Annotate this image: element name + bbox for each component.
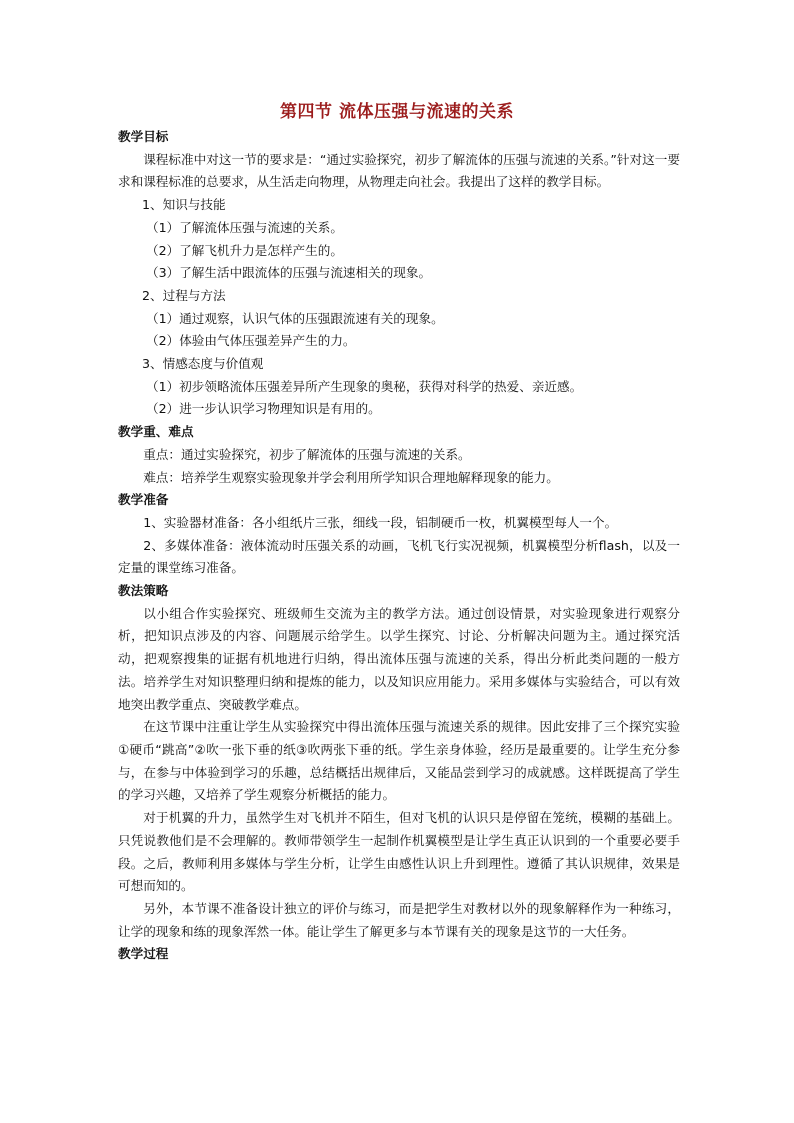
goal-knowledge-2: （2）了解飞机升力是怎样产生的。 [146, 242, 343, 258]
section-heading-key-points: 教学重、难点 [118, 424, 194, 440]
strategy-paragraph-2: 在这节课中注重让学生从实验探究中得出流体压强与流速关系的规律。因此安排了三个探究实验①硬币“跳高”②吹一张下垂的纸③吹两张下垂的纸。学生亲身体验，经历是最重要的。让学生充分参与，在参与中体验到学习的乐趣，总结概括出规律后，又能品尝到学习的成就感。这样既提高了学生的学习兴趣，又培养了学生观察分析概括的能力。 [118, 719, 680, 803]
section-heading-process: 教学过程 [118, 946, 169, 962]
prep-equipment: 1、实验器材准备：各小组纸片三张，细线一段，铝制硬币一枚，机翼模型每人一个。 [143, 514, 618, 530]
strategy-paragraph-4: 另外，本节课不准备设计独立的评价与练习，而是把学生对教材以外的现象解释作为一种练习，让学的现象和练的现象浑然一体。能让学生了解更多与本节课有关的现象是这节的一大任务。 [118, 900, 680, 939]
goal-attitude: 3、情感态度与价值观 [142, 356, 264, 372]
goal-process: 2、过程与方法 [142, 287, 226, 303]
goal-attitude-1: （1）初步领略流体压强差异所产生现象的奥秘，获得对科学的热爱、亲近感。 [146, 378, 583, 394]
prep-multimedia: 2、多媒体准备：液体流动时压强关系的动画，飞机飞行实况视频，机翼模型分析flash，以及一定量的课堂练习准备。 [118, 537, 680, 576]
section-heading-preparation: 教学准备 [118, 492, 169, 508]
strategy-paragraph-3: 对于机翼的升力，虽然学生对飞机并不陌生，但对飞机的认识只是停留在笼统，模糊的基础上。只凭说教他们是不会理解的。教师带领学生一起制作机翼模型是让学生真正认识到的一个重要必要手段。之后，教师利用多媒体与学生分析，让学生由感性认识上升到理性。遵循了其认识规律，效果是可想而知的。 [118, 810, 680, 894]
goal-knowledge-1: （1）了解流体压强与流速的关系。 [146, 219, 343, 235]
goals-intro: 课程标准中对这一节的要求是：“通过实验探究，初步了解流体的压强与流速的关系。”针对这一要求和课程标准的总要求，从生活走向物理，从物理走向社会。我提出了这样的教学目标。 [118, 151, 680, 190]
goal-knowledge: 1、知识与技能 [142, 197, 226, 213]
section-heading-goals: 教学目标 [118, 129, 169, 144]
strategy-paragraph-1: 以小组合作实验探究、班级师生交流为主的教学方法。通过创设情景，对实验现象进行观察分析，把知识点涉及的内容、问题展示给学生。以学生探究、讨论、分析解决问题为主。通过探究活动，把观察搜集的证据有机地进行归纳，得出流体压强与流速的关系，得出分析此类问题的一般方法。培养学生对知识整理归纳和提炼的能力，以及知识应用能力。采用多媒体与实验结合，可以有效地突出教学重点、突破教学难点。 [118, 605, 680, 712]
goal-knowledge-3: （3）了解生活中跟流体的压强与流速相关的现象。 [146, 265, 432, 281]
goal-process-2: （2）体验由气体压强差异产生的力。 [146, 333, 356, 349]
section-heading-strategy: 教法策略 [118, 583, 169, 599]
document-title: 第四节 流体压强与流速的关系 [280, 102, 514, 122]
key-point: 重点：通过实验探究，初步了解流体的压强与流速的关系。 [143, 446, 471, 462]
goal-process-1: （1）通过观察，认识气体的压强跟流速有关的现象。 [146, 310, 444, 326]
document-body [118, 126, 680, 966]
goal-attitude-2: （2）进一步认识学习物理知识是有用的。 [146, 401, 381, 417]
difficult-point: 难点：培养学生观察实验现象并学会利用所学知识合理地解释现象的能力。 [143, 469, 559, 485]
